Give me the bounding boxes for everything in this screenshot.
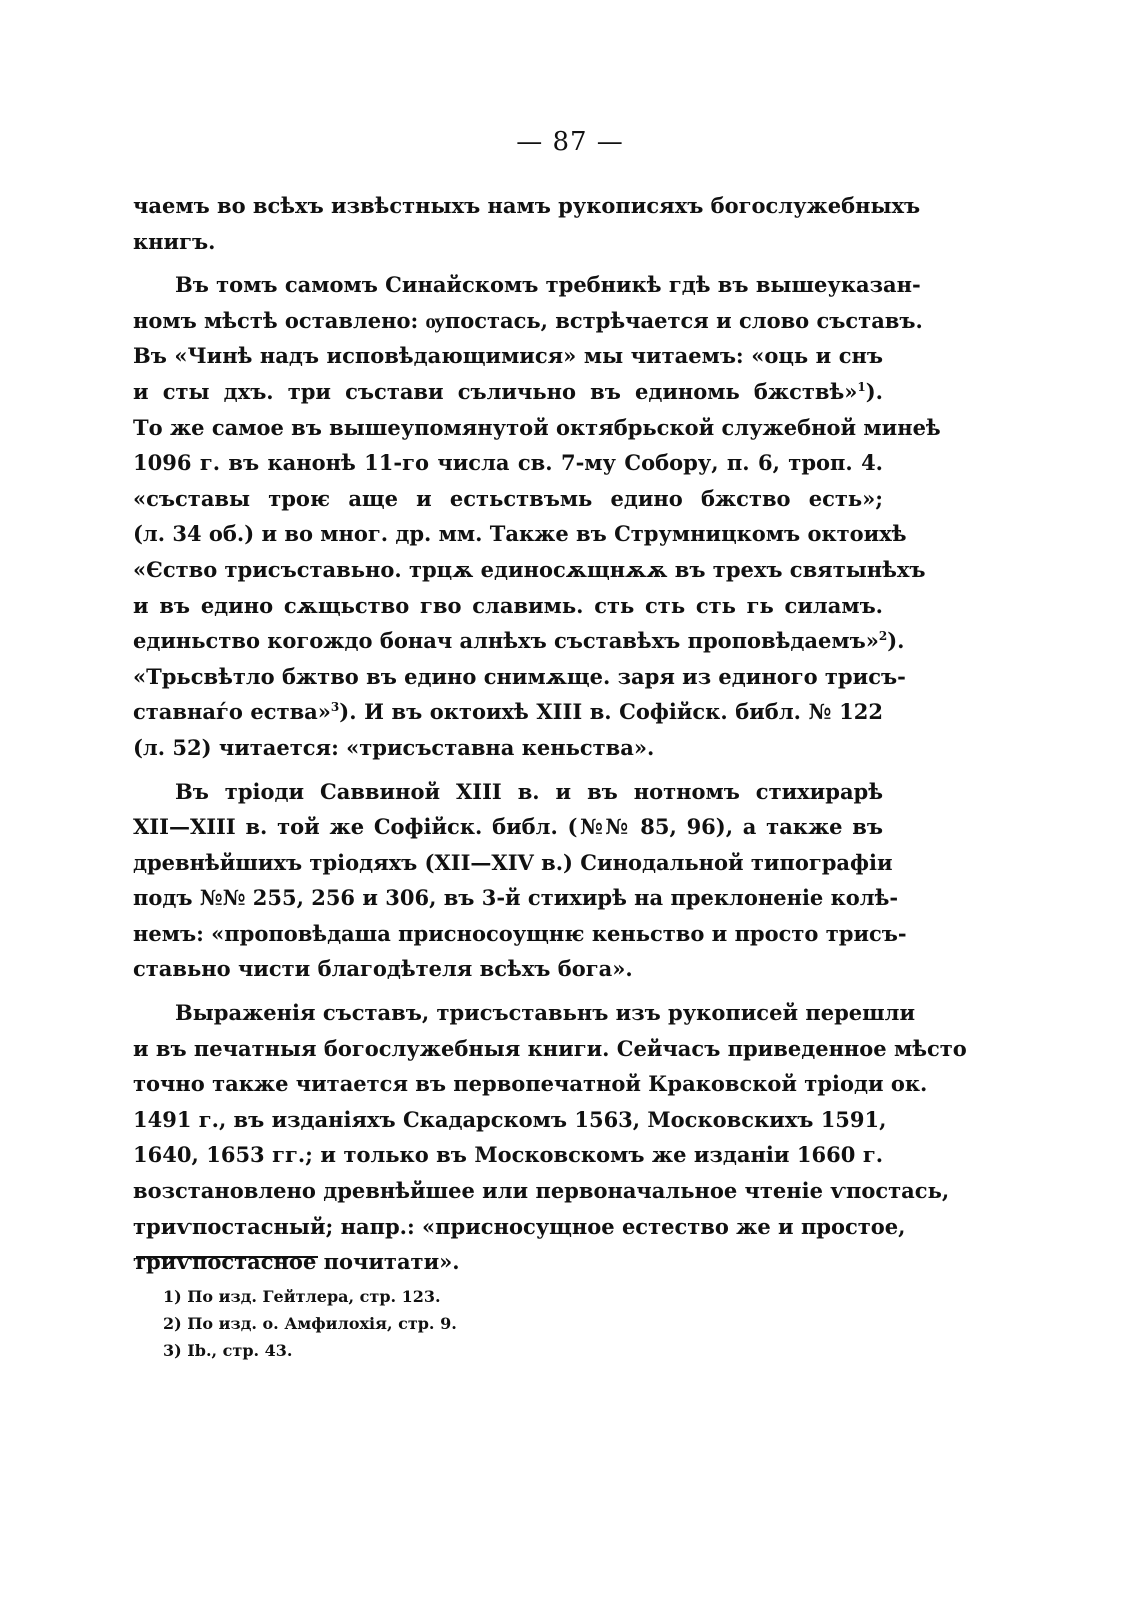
text-line: книгъ. [133,228,216,254]
text-line: «съставы троѥ аще и естьствъмь едино бжство есть»; [133,485,883,511]
text-line: подъ №№ 255, 256 и 306, въ 3-й стихирѣ на преклоненіе колѣ- [133,885,899,911]
text-span: единьство когождо бонач алнѣхъ съставѣхъ проповѣдаемъ» [133,628,879,654]
text-line: 1640, 1653 гг.; и только въ Московскомъ же изданіи 1660 г. [133,1142,883,1168]
text-line: чаемъ во всѣхъ извѣстныхъ намъ рукописяхъ богослужебныхъ [133,193,921,218]
text-span: ). [865,378,883,404]
text-line: триѵпостасное почитати». [133,1249,460,1275]
text-span: ). И въ октоихѣ XIII в. Софійск. библ. № 122 [339,699,883,725]
text-line: Въ тріоди Саввиной XIII в. и въ нотномъ стихирарѣ [175,778,883,804]
text-line: «Єство трисъставьно. трцѫ единосѫщнѫѫ въ трехъ святынѣхъ [133,556,926,582]
footnote-ref: 3 [330,700,340,715]
text-span: ставнаѓо ества» [133,699,331,725]
text-span: и сты дхъ. три състави съличьно въ единомь бжствѣ» [133,378,858,404]
text-line: (л. 52) читается: «трисъставна кеньства». [133,734,655,760]
text-line: и въ печатныя богослужебныя книги. Сейчасъ приведенное мѣсто [133,1035,967,1061]
text-line: То же самое въ вышеупомянутой октябрьской служебной минеѣ [133,414,941,440]
text-line: возстановлено древнѣйшее или первоначальное чтеніе ѵпостась, [133,1178,950,1204]
text-line: точно также читается въ первопечатной Краковской тріоди ок. [133,1071,928,1097]
footnotes [163,1283,763,1364]
text-line [133,374,883,410]
footnote: 1) По изд. Гейтлера, стр. 123. [163,1287,441,1306]
footnote-divider [136,1256,318,1258]
text-line: 1491 г., въ изданіяхъ Скадарскомъ 1563, Московскихъ 1591, [133,1106,887,1132]
text-line: 1096 г. въ канонѣ 11-го числа св. 7-му Собору, п. 6, троп. 4. [133,450,883,476]
footnote: 3) Ib., стр. 43. [163,1341,293,1360]
text-line [133,623,905,659]
footnote-ref: 1 [857,379,866,394]
text-span: ). [887,628,905,654]
footnote: 2) По изд. о. Амфилохія, стр. 9. [163,1314,457,1333]
text-line: Въ томъ самомъ Синайскомъ требникѣ гдѣ въ вышеуказан- [175,272,921,298]
text-line: древнѣйшихъ тріодяхъ (XII—XIV в.) Синодальной типографіи [133,849,893,875]
text-line: «Трьсвѣтло бжтво въ едино снимѫще. заря из единого трисъ- [133,663,906,689]
text-line: немъ: «проповѣдаша присносоущнѥ кеньство и просто трисъ- [133,920,907,946]
text-line: Въ «Чинѣ надъ исповѣдающимися» мы читаемъ: «оць и снъ [133,343,883,369]
text-line: и въ едино сѫщьство гво славимь. сть сть сть гь силамъ. [133,592,883,618]
footnote-ref: 2 [878,629,888,644]
body-text [133,188,967,1280]
text-line: Выраженія съставъ, трисъставьнъ изъ рукописей перешли [175,1000,916,1026]
page-number: — 87 — [516,127,624,157]
text-line: ставьно чисти благодѣтеля всѣхъ бога». [133,956,633,982]
text-line: номъ мѣстѣ оставлено: ѹпостась, встрѣчается и слово съставъ. [133,307,923,333]
text-line: триѵпостасный; напр.: «присносущное естество же и простое, [133,1213,906,1239]
text-line: XII—XIII в. той же Софійск. библ. (№№ 85, 96), а также въ [133,814,883,840]
text-line: (л. 34 об.) и во мног. др. мм. Также въ Струмницкомъ октоихѣ [133,521,907,547]
text-line [133,694,883,730]
